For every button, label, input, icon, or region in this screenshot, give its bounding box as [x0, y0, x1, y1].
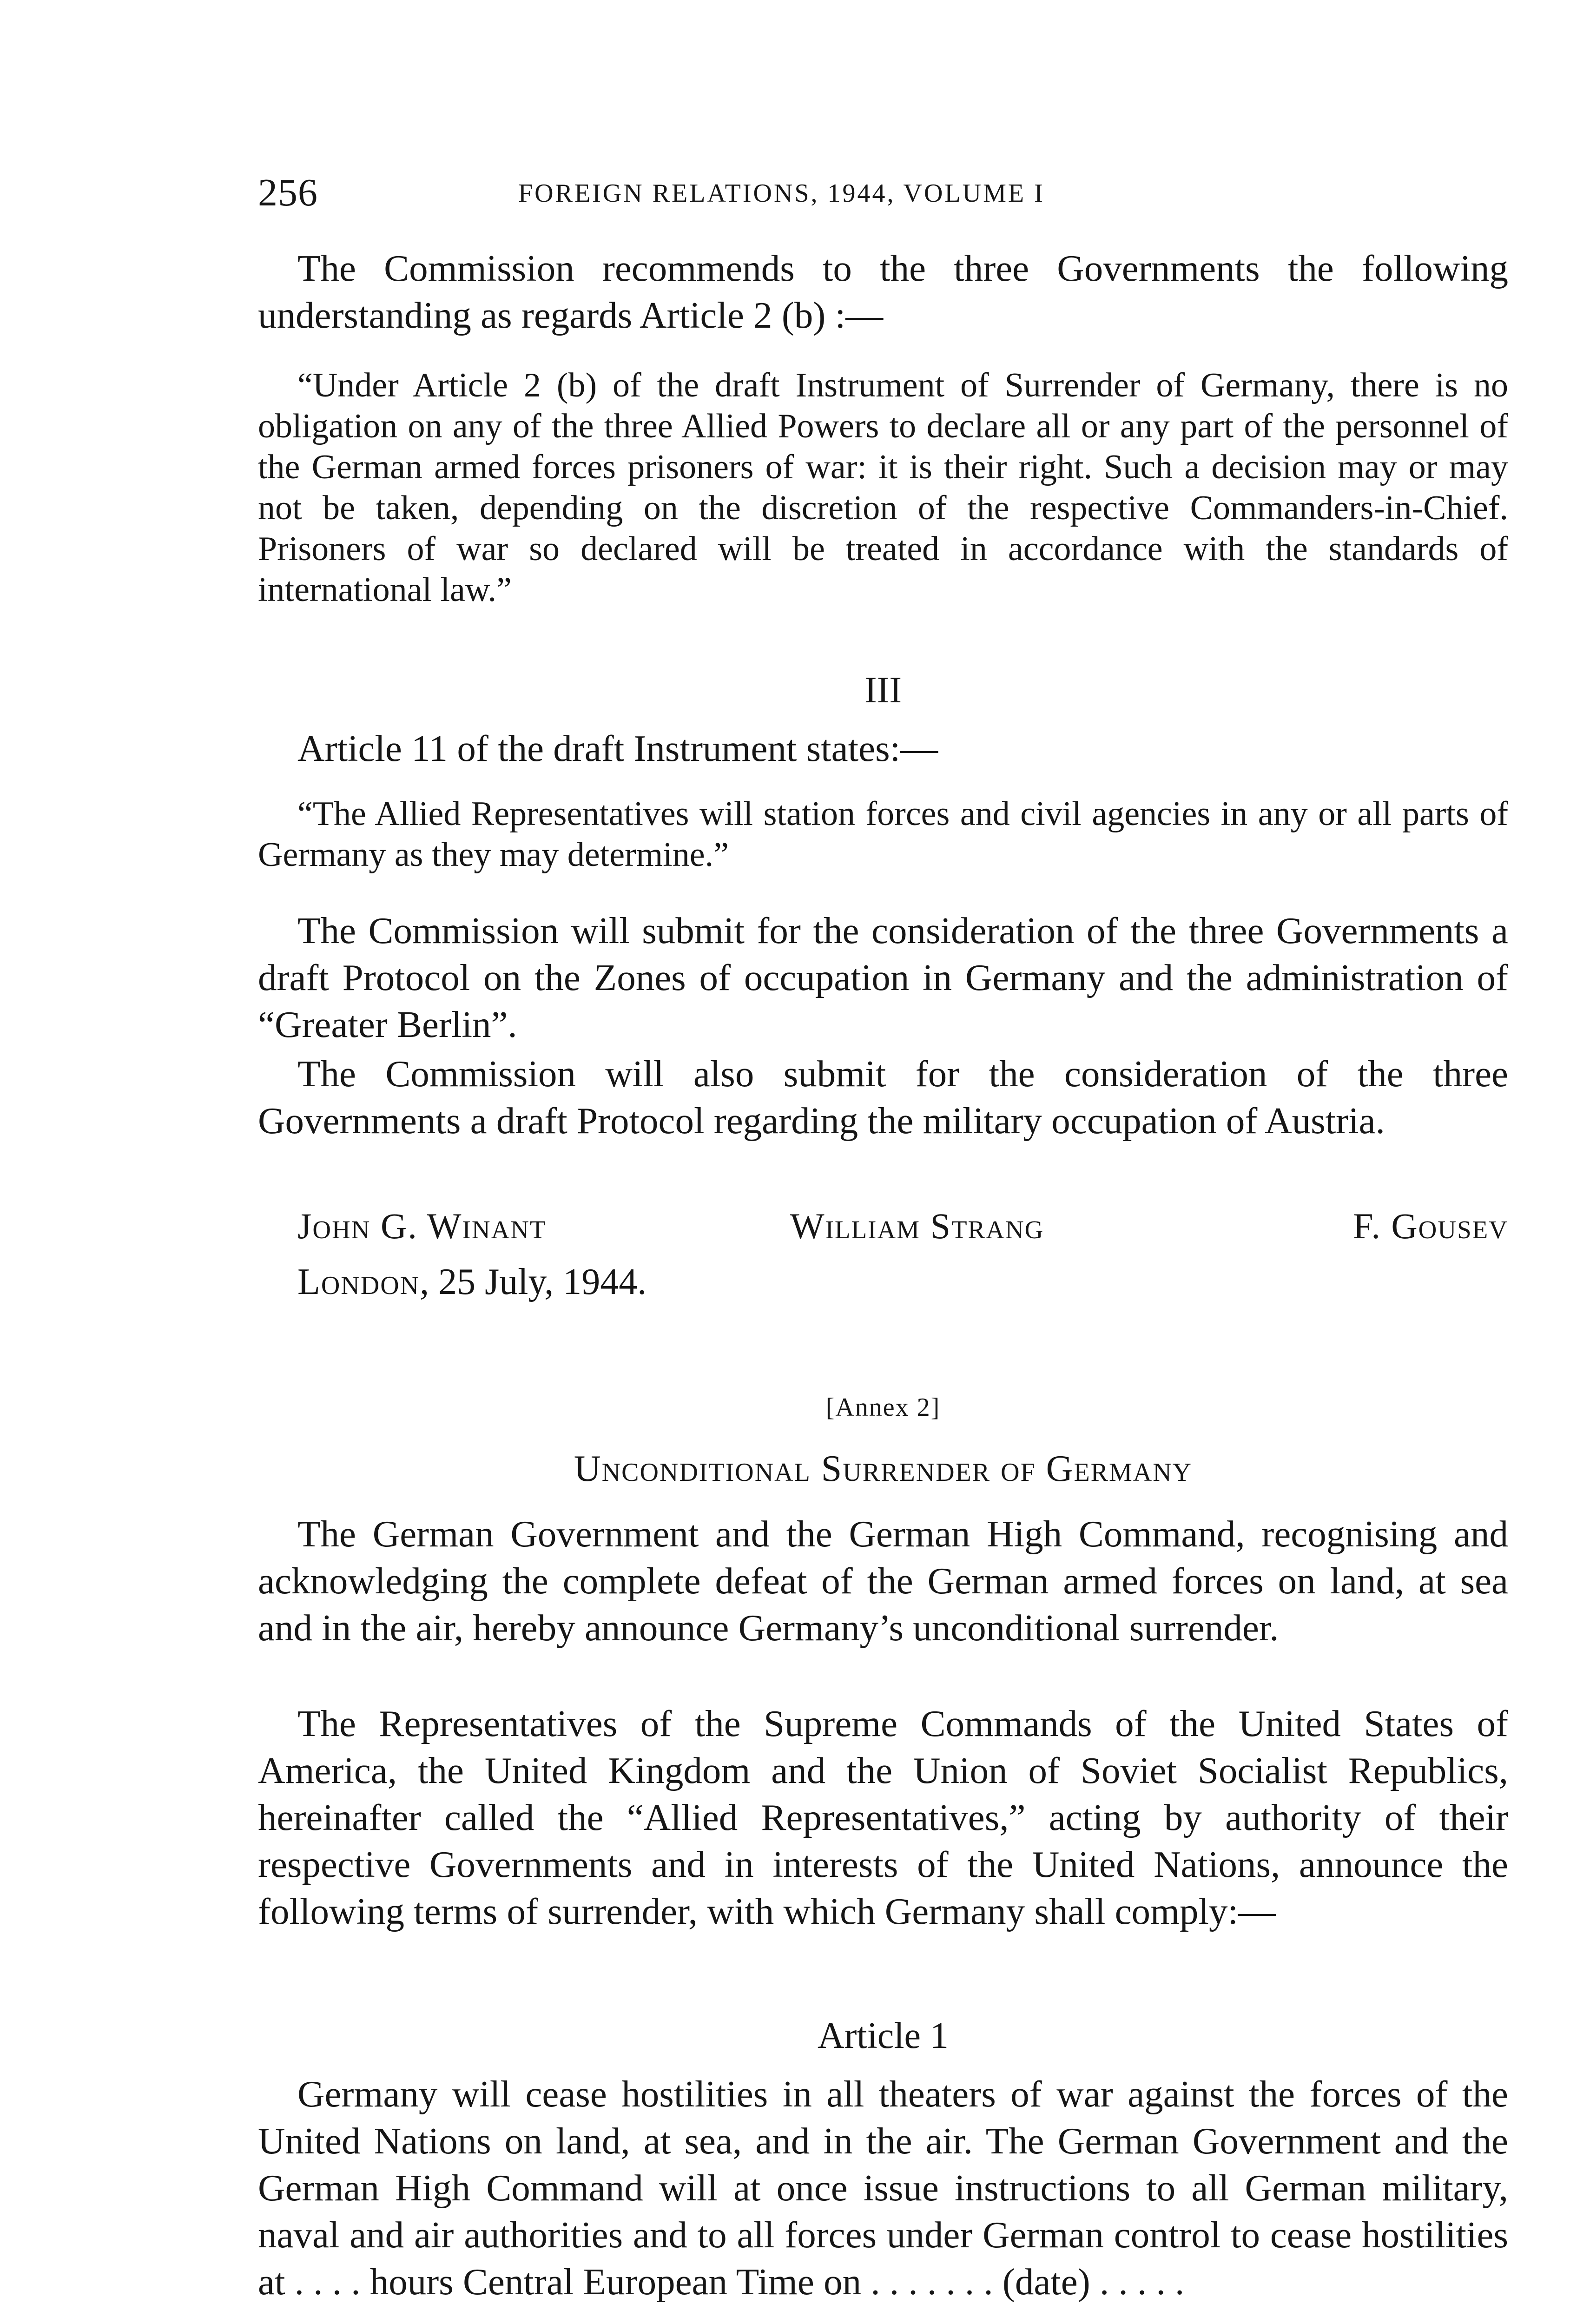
running-title: FOREIGN RELATIONS, 1944, VOLUME I: [518, 179, 1045, 208]
commission-recommendation-paragraph: The Commission recommends to the three Governments the following understanding as regards Article 2 (b) :—: [258, 247, 1508, 336]
signature-winant: John G. Winant: [297, 1206, 547, 1246]
article-11-intro: Article 11 of the draft Instrument states:—: [297, 727, 938, 769]
quoted-article-11-paragraph: “The Allied Representatives will station forces and civil agencies in any or all parts of Germany as they may determine.”: [258, 795, 1508, 874]
annex-representatives-paragraph: The Representatives of the Supreme Commands of the United States of America, the United Kingdom and the Union of Soviet Socialist Republics, hereinafter called the “Allied Representatives,” acting by authority of their respective Governments and in interests of the United Nations, announce the following terms of surrender, with which Germany shall comply:—: [258, 1703, 1508, 1932]
place-name: London: [297, 1261, 420, 1302]
signature-gousev: F. Gousev: [1353, 1206, 1508, 1246]
signature-strang: William Strang: [790, 1206, 1044, 1246]
quoted-article-2b-paragraph: “Under Article 2 (b) of the draft Instrument of Surrender of Germany, there is no obligation on any of the three Allied Powers to declare all or any part of the personnel of the German armed forces prisoners of war: it is their right. Such a decision may or may not be taken, depending on the discretion of the respective Commanders-in-Chief. Prisoners of war so declared will be treated in accordance with the standards of international law.”: [258, 366, 1508, 609]
section-heading-iii: III: [864, 670, 902, 711]
annex-label: [Annex 2]: [825, 1393, 941, 1422]
page-header: [258, 167, 1508, 218]
annex-opening-paragraph: The German Government and the German High Command, recognising and acknowledging the complete defeat of the German armed forces on land, at sea and in the air, hereby announce Germany’s unconditional surrender.: [258, 1513, 1508, 1649]
signature-row: [297, 1203, 1508, 1249]
signature-date: , 25 July, 1944.: [420, 1261, 647, 1302]
page-number: 256: [258, 171, 318, 214]
annex-title: Unconditional Surrender of Germany: [574, 1448, 1193, 1489]
place-and-date: [297, 1259, 646, 1305]
article-1-heading: Article 1: [817, 2015, 949, 2056]
greater-berlin-protocol-paragraph: The Commission will submit for the consideration of the three Governments a draft Protocol on the Zones of occupation in Germany and the administration of “Greater Berlin”.: [258, 910, 1508, 1045]
article-1-text: Germany will cease hostilities in all theaters of war against the forces of the United Nations on land, at sea, and in the air. The German Government and the German High Command will at once issue instructions to all German military, naval and air authorities and to all forces under German control to cease hostilities at . . . . hours Central European Time on . . . . . . . (date) . . . . .: [258, 2073, 1508, 2303]
austria-protocol-paragraph: The Commission will also submit for the consideration of the three Governments a draft Protocol regarding the military occupation of Austria.: [258, 1053, 1508, 1142]
